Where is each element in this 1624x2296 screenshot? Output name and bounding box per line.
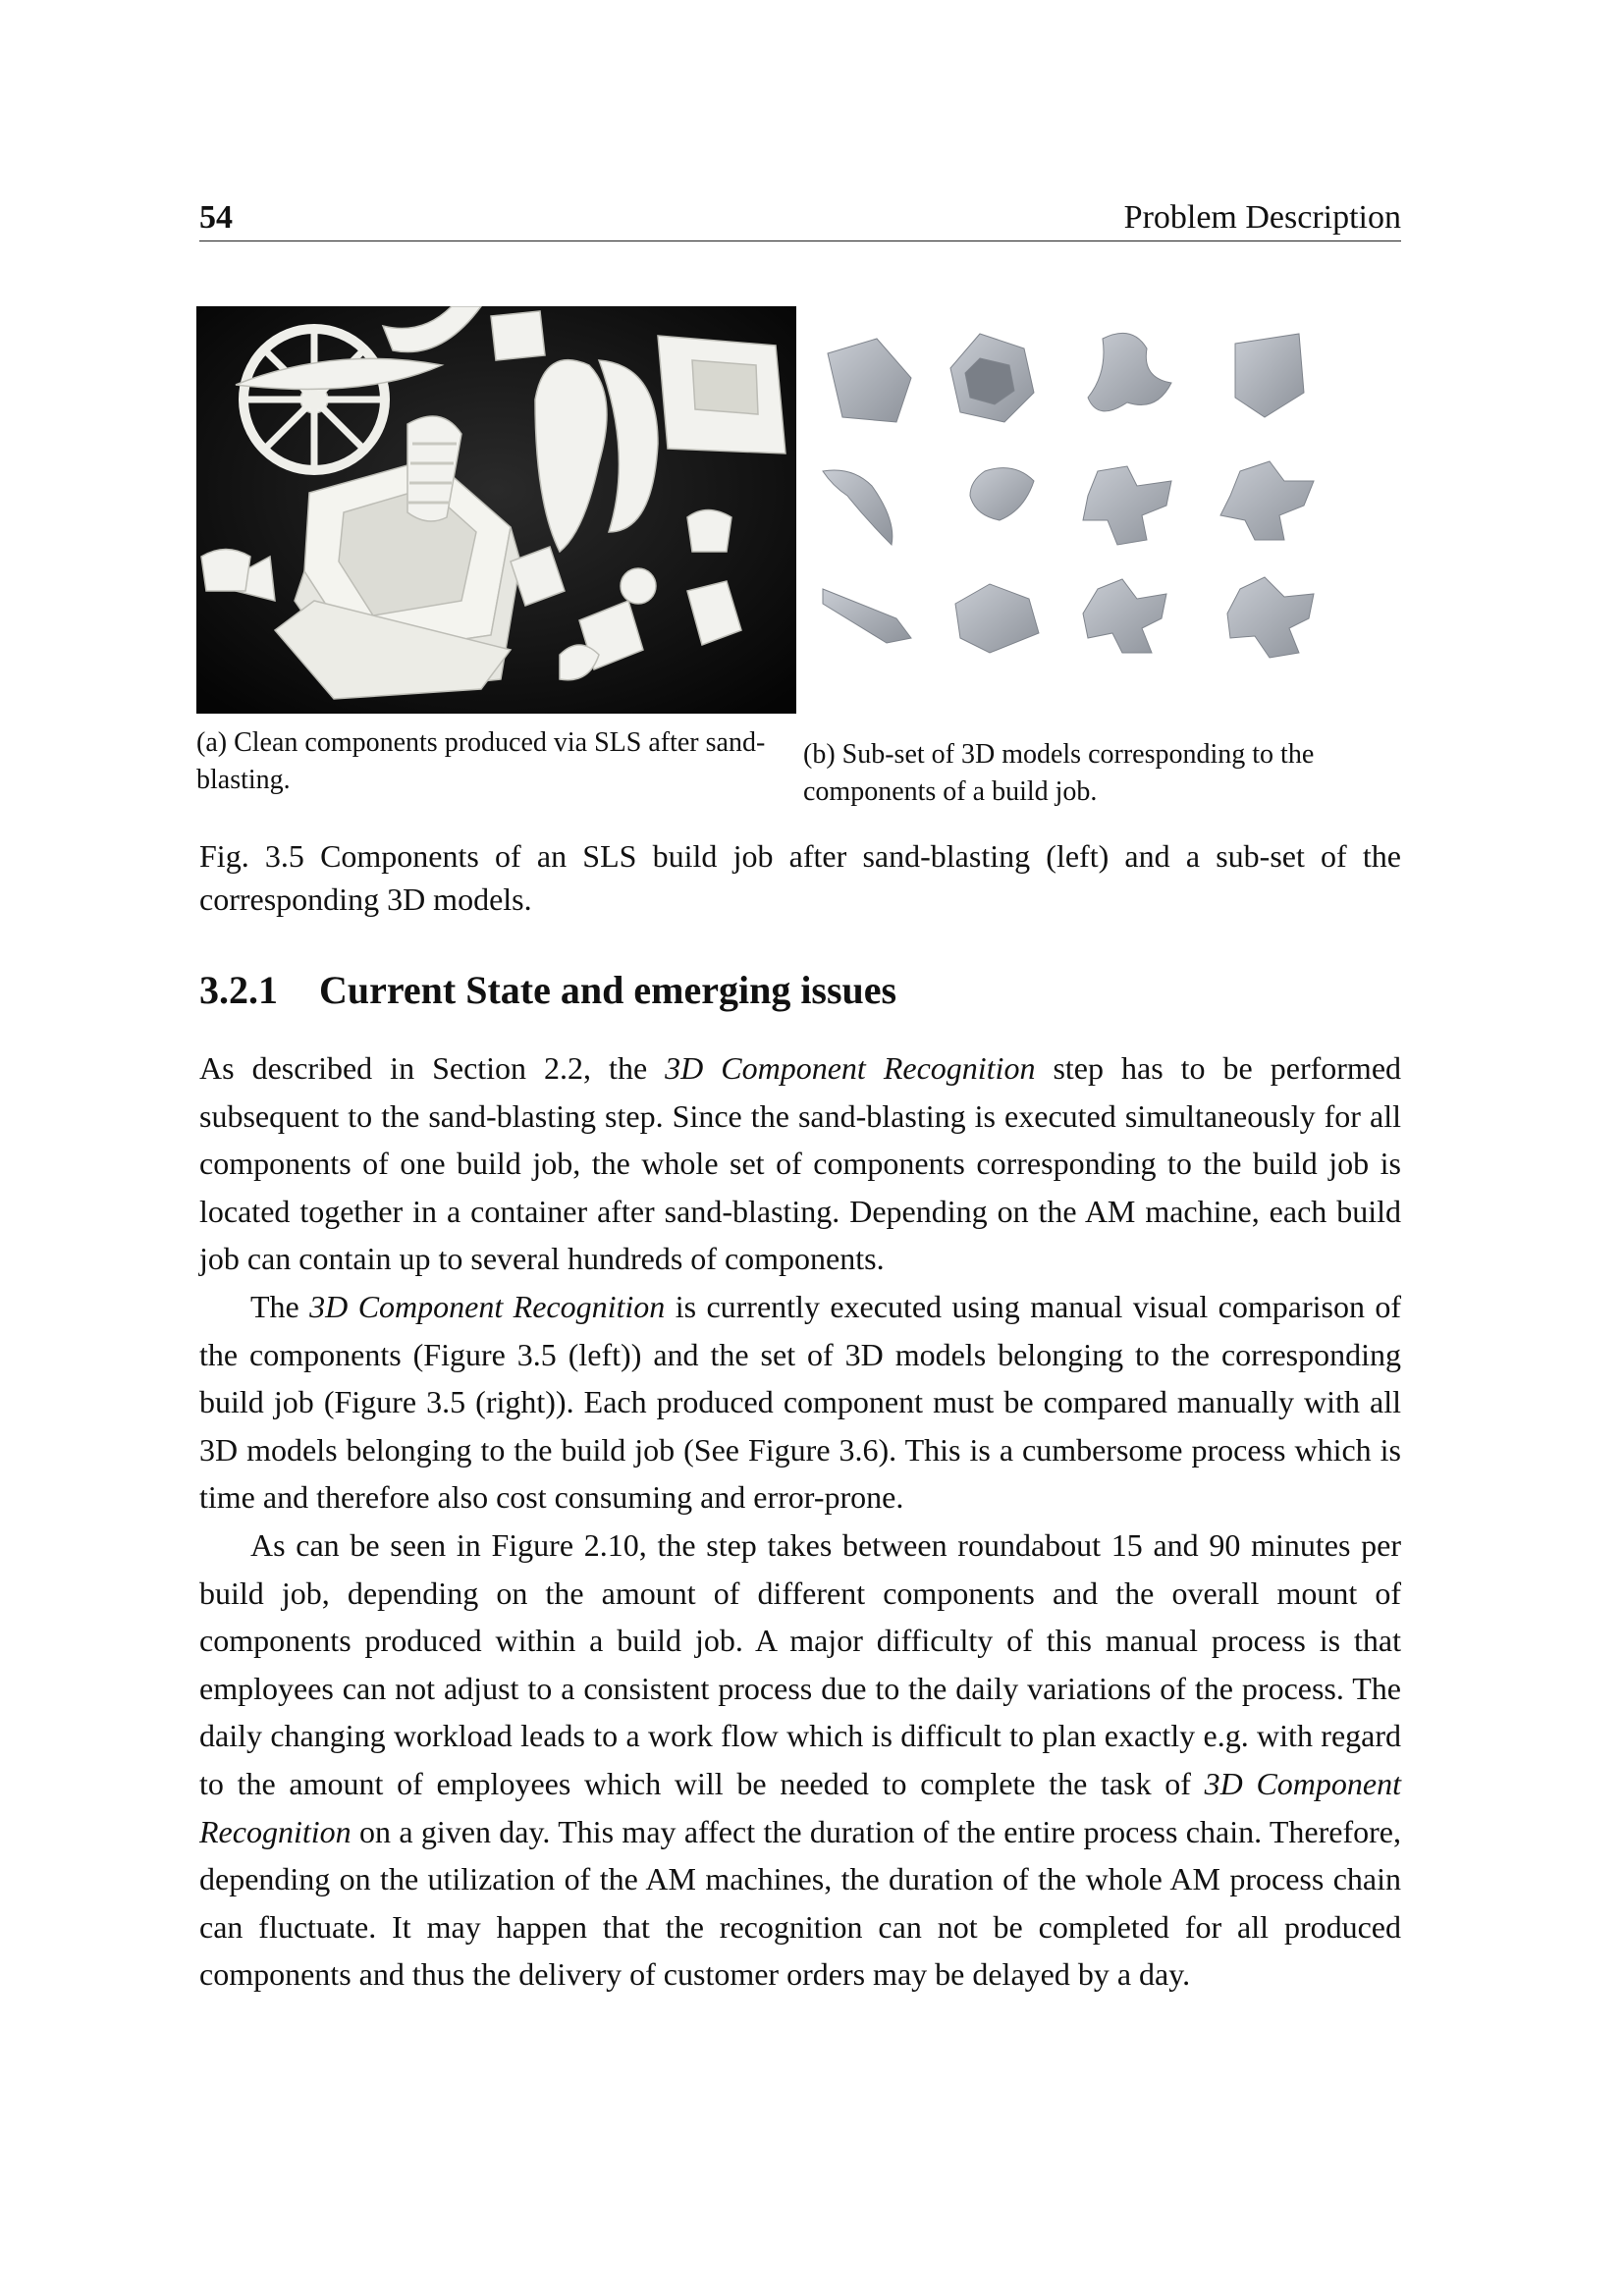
- components-photo-illustration: [196, 306, 796, 714]
- page-number: 54: [199, 199, 233, 236]
- model-11: [1083, 579, 1166, 653]
- emphasis: 3D Component Recognition: [199, 1765, 1402, 1849]
- text-run: The: [250, 1288, 310, 1324]
- paragraph-2: [199, 1283, 1401, 1522]
- text-run: As can be seen in Figure 2.10, the step takes between roundabout 15 and 90 minutes per build job, depending on the amount of different components and the overall mount of components produced within a build job. A major difficulty of this manual process is that employees can not adjust to a consistent process due to the daily variations of the process. The daily changing workload leads to a work flow which is difficult to plan exactly e.g. with regard to the amount of employees which will be needed to complete the task of: [199, 1526, 1401, 1801]
- model-8: [1220, 461, 1314, 540]
- paragraph-1: [199, 1044, 1401, 1283]
- section-title: Current State and emerging issues: [319, 968, 897, 1012]
- subcaption-a: (a) Clean components produced via SLS after sand-blasting.: [196, 727, 766, 795]
- text-run: on a given day. This may affect the duration of the entire process chain. Therefore, depending on the utilization of the AM machines, the duration of the whole AM process chain can fluctuate. It may happen that the recognition can not be completed for all produced components and thus the delivery of customer orders may be delayed by a day.: [199, 1813, 1401, 1993]
- body-text: [199, 1044, 1401, 1999]
- model-10: [955, 584, 1039, 653]
- text-run: As described in Section 2.2, the: [199, 1050, 666, 1086]
- models-grid: [803, 324, 1412, 697]
- model-5: [823, 470, 893, 545]
- models-grid-illustration: [803, 324, 1412, 697]
- text-run: step has to be performed subsequent to the sand-blasting step. Since the sand-blasting is executed simultaneously for all components of one build job, the whole set of components corresponding to the build job is located together in a container after sand-blasting. Depending on the AM machine, each build job can contain up to several hundreds of components.: [199, 1050, 1402, 1277]
- model-9: [823, 589, 911, 643]
- model-7: [1083, 466, 1171, 545]
- model-6: [970, 468, 1034, 520]
- model-1: [828, 339, 911, 422]
- running-title: Problem Description: [1123, 199, 1401, 236]
- section-heading: [199, 967, 1401, 1013]
- model-3: [1088, 333, 1171, 411]
- section-number: 3.2.1: [199, 968, 278, 1012]
- components-photo: [196, 306, 796, 714]
- emphasis: 3D Component Recognition: [309, 1288, 666, 1324]
- figure-caption: Fig. 3.5 Components of an SLS build job after sand-blasting (left) and a sub-set of the corresponding 3D models.: [199, 838, 1401, 917]
- text-run: is currently executed using manual visual comparison of the components (Figure 3.5 (left)) and the set of 3D models belonging to the corresponding build job (Figure 3.5 (right)). Each produced component must be compared manually with all 3D models belonging to the build job (See Figure 3.6). This is a cumbersome process which is time and therefore also cost consuming and error-prone.: [199, 1288, 1402, 1516]
- subcaption-b: (b) Sub-set of 3D models corresponding to the components of a build job.: [803, 739, 1315, 807]
- model-12: [1227, 577, 1314, 658]
- emphasis: 3D Component Recognition: [665, 1050, 1036, 1086]
- paragraph-3: [199, 1522, 1401, 1999]
- page-header: [199, 196, 1401, 241]
- model-4: [1235, 334, 1304, 417]
